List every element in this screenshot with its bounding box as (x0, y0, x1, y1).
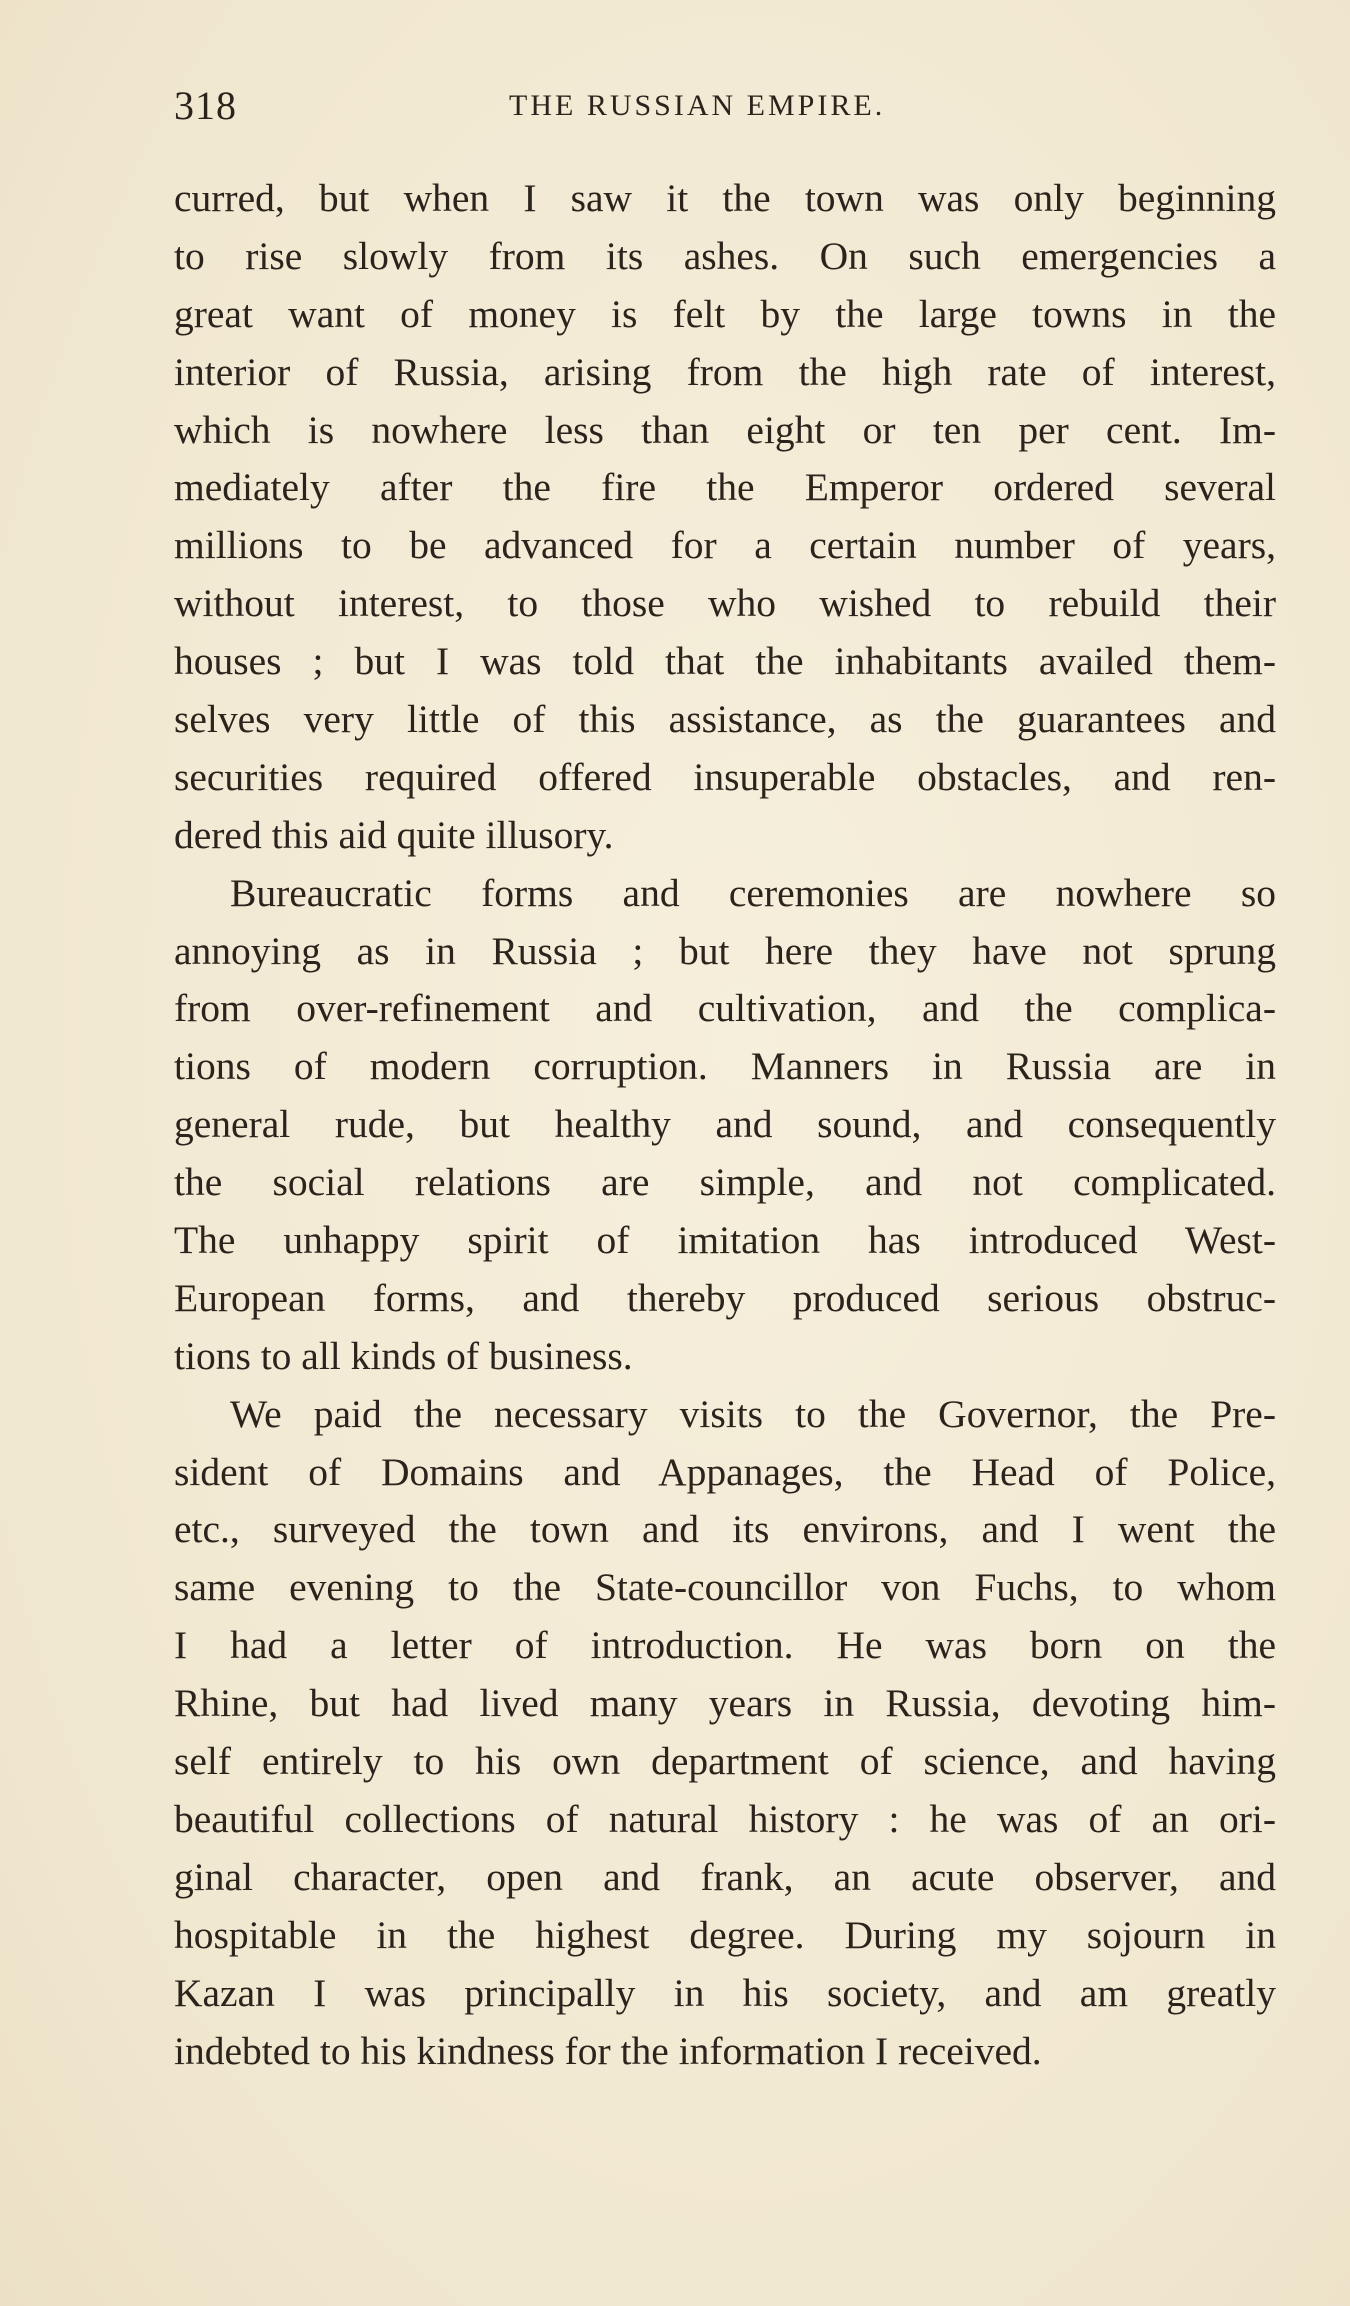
text-line: Rhine, but had lived many years in Russia, devoting him- (174, 1681, 1276, 1726)
text-line: interior of Russia, arising from the high rate of interest, (174, 349, 1276, 394)
text-line: mediately after the fire the Emperor ordered several (174, 465, 1276, 510)
running-head (174, 78, 1276, 134)
paragraph-2 (174, 865, 1276, 1386)
text-line: from over-refinement and cultivation, and the complica- (174, 986, 1276, 1031)
text-line: The unhappy spirit of imitation has introduced West- (174, 1218, 1276, 1263)
text-line: We paid the necessary visits to the Governor, the Pre- (230, 1391, 1276, 1436)
text-line: to rise slowly from its ashes. On such emergencies a (174, 233, 1276, 278)
text-line: sident of Domains and Appanages, the Head of Police, (174, 1449, 1276, 1494)
paragraph-1 (174, 170, 1276, 865)
text-line: etc., surveyed the town and its environs, and I went the (174, 1507, 1276, 1552)
text-line: tions to all kinds of business. (174, 1333, 633, 1378)
text-line: hospitable in the highest degree. During my sojourn in (174, 1912, 1276, 1957)
text-line: houses ; but I was told that the inhabitants availed them- (174, 639, 1276, 684)
text-line: millions to be advanced for a certain number of years, (174, 523, 1276, 568)
text-line: dered this aid quite illusory. (174, 812, 614, 857)
text-line: without interest, to those who wished to rebuild their (174, 581, 1276, 626)
text-line: tions of modern corruption. Manners in Russia are in (174, 1044, 1276, 1089)
text-line: Kazan I was principally in his society, and am greatly (174, 1970, 1276, 2015)
text-line: great want of money is felt by the large towns in the (174, 291, 1276, 336)
text-line: beautiful collections of natural history : he was of an ori- (174, 1796, 1276, 1841)
paragraph-3 (174, 1386, 1276, 2081)
text-line: the social relations are simple, and not complicated. (174, 1160, 1276, 1205)
text-line: securities required offered insuperable obstacles, and ren- (174, 754, 1276, 799)
text-line: selves very little of this assistance, as the guarantees and (174, 697, 1276, 742)
text-line: European forms, and thereby produced serious obstruc- (174, 1275, 1276, 1320)
text-line: annoying as in Russia ; but here they have not sprung (174, 928, 1276, 973)
text-line: self entirely to his own department of science, and having (174, 1739, 1276, 1784)
page-number: 318 (174, 83, 237, 128)
text-line: which is nowhere less than eight or ten per cent. Im- (174, 407, 1276, 452)
running-title: THE RUSSIAN EMPIRE. (509, 89, 886, 122)
text-line: Bureaucratic forms and ceremonies are nowhere so (230, 870, 1276, 915)
text-line: general rude, but healthy and sound, and consequently (174, 1102, 1276, 1147)
text-line: curred, but when I saw it the town was only beginning (174, 176, 1276, 220)
body-text (174, 170, 1276, 2080)
text-line: same evening to the State-councillor von Fuchs, to whom (174, 1565, 1276, 1610)
text-line: indebted to his kindness for the information I received. (174, 2028, 1042, 2073)
text-line: I had a letter of introduction. He was born on the (174, 1623, 1276, 1668)
text-line: ginal character, open and frank, an acute observer, and (174, 1854, 1276, 1899)
